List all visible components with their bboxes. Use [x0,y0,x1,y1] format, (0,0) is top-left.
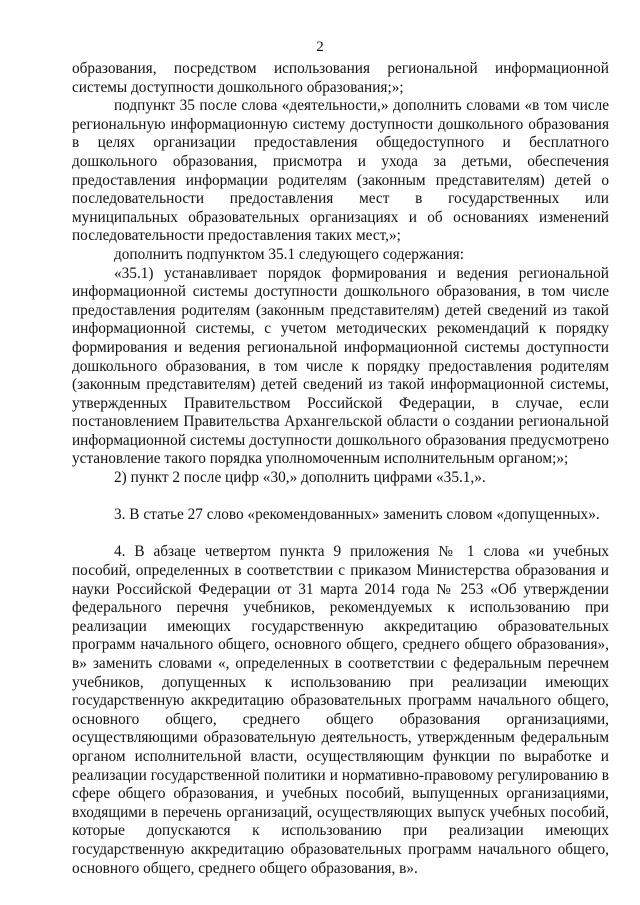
paragraph-continuation: образования, посредством использования региональной информационной системы доступности дошкольного образования;»; [72,60,609,96]
paragraph-subitem-35-1-text: «35.1) устанавливает порядок формирования и ведения региональной информационной системы доступности дошкольного образования, в том числе предоставления родителям (законным представителям) детей сведений из такой информационной системы, с учетом методических рекомендаций к порядку формирования и ведения региональной информационной системы доступности дошкольного образования, в том числе к порядку предоставления родителям (законным представителям) детей сведений из такой информационной системы, утвержденных Правительством Российской Федерации, в случае, если постановлением Правительства Архангельской области о создании региональной информационной системы доступности дошкольного образования предусмотрено установление такого порядка уполномоченным исполнительным органом;»; [72,264,609,468]
paragraph-item-2: 2) пункт 2 после цифр «30,» дополнить цифрами «35.1,». [114,469,486,487]
paragraph-annex-1-item-9: 4. В абзаце четвертом пункта 9 приложения № 1 слова «и учебных пособий, определенных в соответствии с приказом Министерства образования и науки Российской Федерации от 31 марта 2014 года № 253 «Об утверждении федерального перечня учебников, рекомендуемых к использованию при реализации имеющих государственную аккредитацию образовательных программ начального общего, основного общего, среднего общего образования», в» заменить словами «, определенных в соответствии с федеральным перечнем учебников, допущенных к использованию при реализации имеющих государственную аккредитацию образовательных программ начального общего, основного общего, среднего общего образования организациями, осуществляющими образовательную деятельность, утвержденным федеральным органом исполнительной власти, осуществляющим функции по выработке и реализации государственной политики и нормативно-правовому регулированию в сфере общего образования, и учебных пособий, выпущенных организациями, входящими в перечень организаций, осуществляющих выпуск учебных пособий, которые допускаются к использованию при реализации имеющих государственную аккредитацию образовательных программ начального общего, основного общего, среднего общего образования, в». [72,543,609,877]
page-number: 2 [316,39,324,55]
paragraph-article-27: 3. В статье 27 слово «рекомендованных» заменить словом «допущенных». [114,506,600,524]
paragraph-subitem-35: подпункт 35 после слова «деятельности,» дополнить словами «в том числе региональную информационную систему доступности дошкольного образования в целях организации предоставления общедоступного и бесплатного дошкольного образования, присмотра и ухода за детьми, обеспечения предоставления информации родителям (законным представителям) детей о последовательности предоставления мест в государственных или муниципальных образовательных организациях и об основаниях изменений последовательности предоставления таких мест,»; [72,97,609,245]
document-body [72,60,609,878]
paragraph-add-subitem-35-1: дополнить подпунктом 35.1 следующего содержания: [114,245,464,263]
